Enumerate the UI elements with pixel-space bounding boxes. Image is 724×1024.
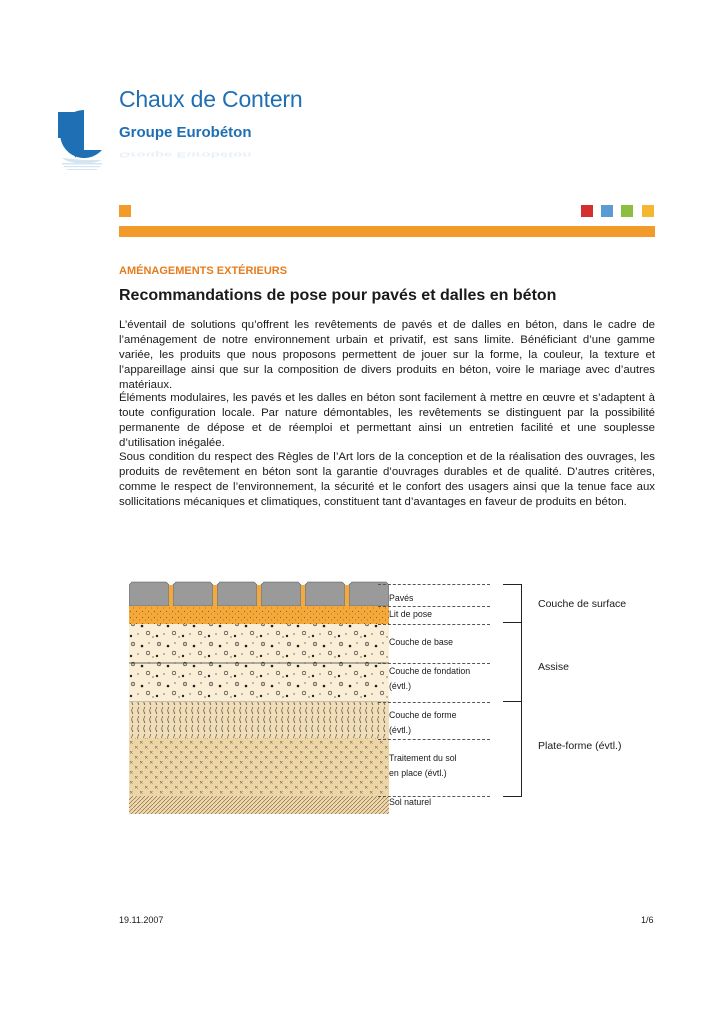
bracket-tick <box>503 796 522 797</box>
label-traitement-evtl: en place (évtl.) <box>389 768 447 778</box>
label-couche-de-forme: Couche de forme <box>389 710 457 720</box>
separator <box>378 739 490 740</box>
bracket-line <box>521 584 522 623</box>
label-paves: Pavés <box>389 593 414 603</box>
orange-band <box>119 226 655 237</box>
group-assise: Assise <box>538 661 569 673</box>
label-sol-naturel: Sol naturel <box>389 797 432 807</box>
orange-square <box>119 205 131 217</box>
green-square <box>621 205 633 217</box>
bracket-tick <box>503 622 522 623</box>
bracket-line <box>521 701 522 797</box>
footer-date: 19.11.2007 <box>119 915 164 925</box>
company-logo <box>58 108 106 178</box>
bedding-layer <box>129 606 389 624</box>
blue-square <box>601 205 613 217</box>
section-heading: AMÉNAGEMENTS EXTÉRIEURS <box>119 265 288 277</box>
separator <box>378 584 490 585</box>
label-couche-de-base: Couche de base <box>389 637 454 647</box>
group-name: Groupe Eurobéton <box>119 124 252 141</box>
label-couche-de-forme-evtl: (évtl.) <box>389 725 411 735</box>
bracket-tick <box>503 701 522 702</box>
label-couche-de-fondation: Couche de fondation <box>389 666 471 676</box>
label-couche-de-fondation-evtl: (évtl.) <box>389 681 411 691</box>
paragraph-modular: Éléments modulaires, les pavés et les dalles en béton sont facilement à mettre en œuvre et s’adaptent à toute configuration locale. Par nature démontables, les revêtements se distinguent par la possibilité permanente de dépose et de réemploi et permettant ainsi un entretien facilité et une souplesse d’utilisation inégalée. <box>119 392 655 449</box>
natural-soil-layer <box>129 796 389 814</box>
formation-layer <box>129 702 389 738</box>
bracket-tick <box>503 584 522 585</box>
treatment-layer <box>129 738 389 796</box>
group-name-reflection: Groupe Eurobéton <box>119 150 252 159</box>
yellow-square <box>642 205 654 217</box>
paragraph-quality: Sous condition du respect des Règles de l’Art lors de la conception et de la réalisation des ouvrages, les produits de revêtement en béton sont la garantie d’ouvrages durables et de qualité. D’autres critères, comme le respect de l’environnement, la sécurité et le confort des usagers ainsi que la tenue face aux sollicitations mécaniques et climatiques, constituent tant d’avantages en faveur de produits en béton. <box>119 451 655 508</box>
paragraph-intro: L’éventail de solutions qu’offrent les revêtements de pavés et de dalles en béton, dans le cadre de l’aménagement de notre environnement urbain et privatif, est sans limite. Bénéficiant d’une gamme variée, les produits que nous proposons permettent de jouer sur la forme, la couleur, la texture et l’appareillage ainsi que sur la composition de divers produits en béton, voire le mariage avec d’autres matériaux. <box>119 319 655 391</box>
footer-page-number: 1/6 <box>641 915 654 925</box>
pavement-cross-section <box>129 580 389 814</box>
group-plate-forme: Plate-forme (évtl.) <box>538 740 622 752</box>
red-square <box>581 205 593 217</box>
label-lit-de-pose: Lit de pose <box>389 609 433 619</box>
separator <box>378 606 490 607</box>
separator <box>378 702 490 703</box>
bracket-line <box>521 623 522 701</box>
group-couche-de-surface: Couche de surface <box>538 598 627 610</box>
page-title: Recommandations de pose pour pavés et dalles en béton <box>119 287 557 304</box>
label-traitement: Traitement du sol <box>389 753 457 763</box>
separator <box>378 624 490 625</box>
separator <box>378 663 490 664</box>
company-name: Chaux de Contern <box>119 86 303 112</box>
